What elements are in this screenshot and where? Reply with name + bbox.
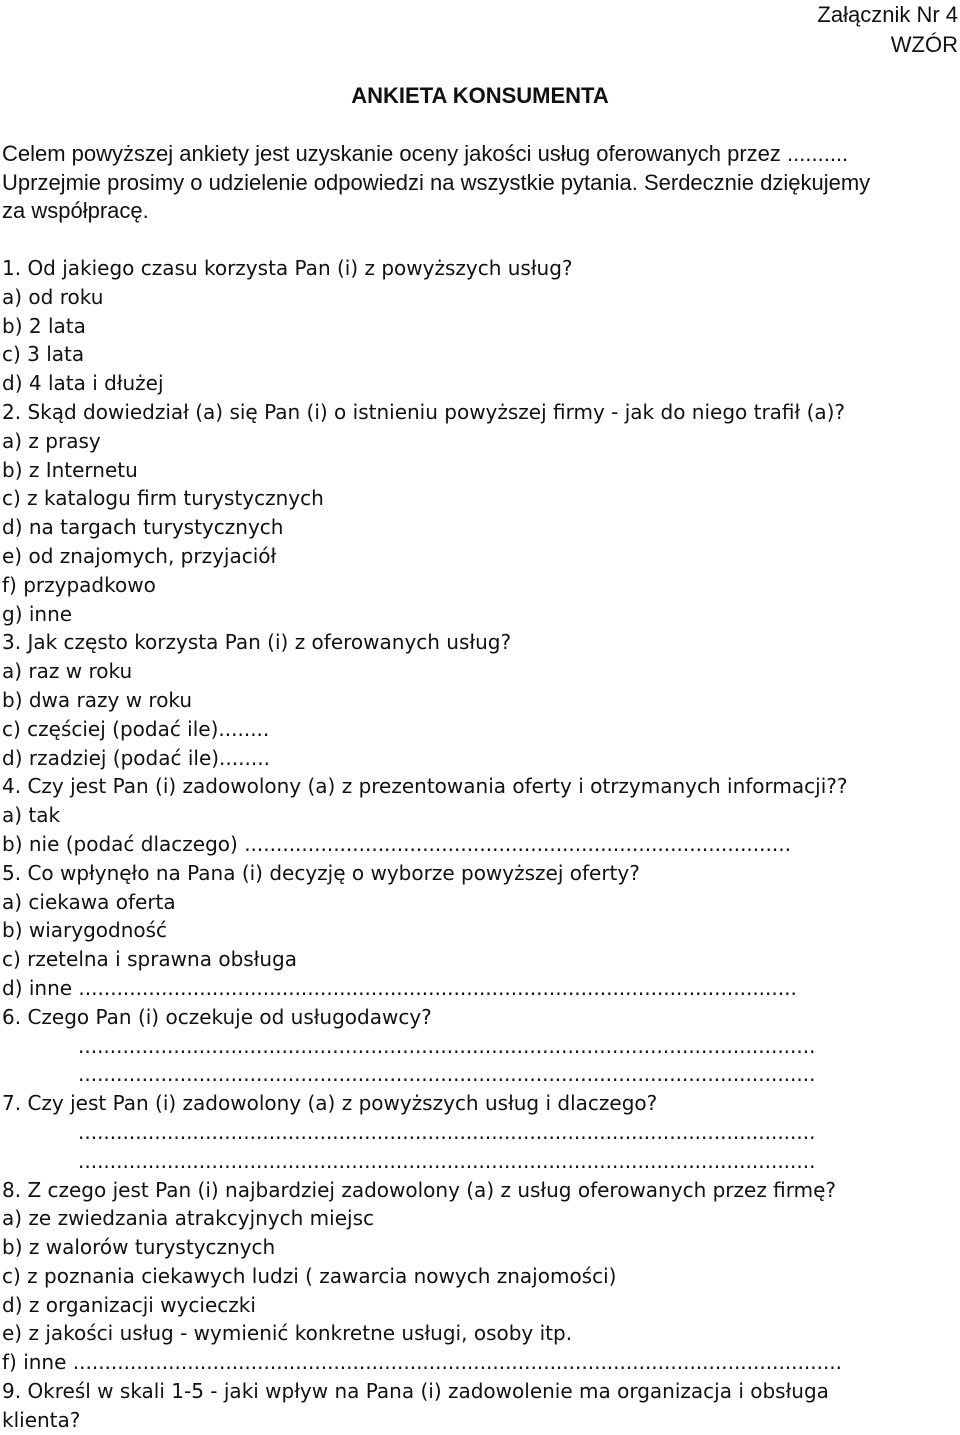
question-9: 9. Określ w skali 1-5 - jaki wpływ na Pana (i) zadowolenie ma organizacja i obsługa [2, 1379, 829, 1404]
question-7: 7. Czy jest Pan (i) zadowolony (a) z powyższych usług i dlaczego? [2, 1091, 658, 1116]
q6-answer-line: .................................................................................................................... [78, 1033, 816, 1058]
q1-option-b: b) 2 lata [2, 313, 86, 338]
question-9-continued: klienta? [2, 1407, 81, 1432]
q6-answer-line: .................................................................................................................... [78, 1062, 816, 1087]
q2-option-b: b) z Internetu [2, 457, 138, 482]
q8-option-a: a) ze zwiedzania atrakcyjnych miejsc [2, 1206, 374, 1231]
question-5: 5. Co wpłynęło na Pana (i) decyzję o wyborze powyższej oferty? [2, 860, 640, 885]
q8-option-c: c) z poznania ciekawych ludzi ( zawarcia nowych znajomości) [2, 1263, 617, 1288]
q2-option-f: f) przypadkowo [2, 572, 156, 597]
template-label: WZÓR [890, 32, 958, 57]
intro-line: Celem powyższej ankiety jest uzyskanie oceny jakości usług oferowanych przez .......... [2, 141, 849, 166]
q1-option-c: c) 3 lata [2, 342, 85, 367]
q2-option-g: g) inne [2, 601, 73, 626]
q5-option-c: c) rzetelna i sprawna obsługa [2, 947, 297, 972]
q3-option-d: d) rzadziej (podać ile)........ [2, 745, 270, 770]
question-4: 4. Czy jest Pan (i) zadowolony (a) z prezentowania oferty i otrzymanych informacji?? [2, 774, 848, 799]
intro-line: za współpracę. [2, 198, 149, 223]
q5-option-a: a) ciekawa oferta [2, 889, 176, 914]
questions-list [2, 254, 960, 1435]
q1-option-d: d) 4 lata i dłużej [2, 371, 164, 396]
intro-paragraph [2, 140, 957, 226]
q4-option-b: b) nie (podać dlaczego) ...................................................................................... [2, 831, 791, 856]
q5-option-b: b) wiarygodność [2, 918, 168, 943]
q7-answer-line: .................................................................................................................... [78, 1119, 816, 1144]
q8-option-b: b) z walorów turystycznych [2, 1235, 276, 1260]
q5-option-d: d) inne ................................................................................................................. [2, 975, 797, 1000]
q2-option-c: c) z katalogu firm turystycznych [2, 486, 324, 511]
question-2: 2. Skąd dowiedział (a) się Pan (i) o istnieniu powyższej firmy - jak do niego trafił (a)? [2, 399, 846, 424]
q7-answer-line: .................................................................................................................... [78, 1148, 816, 1173]
header-right [817, 0, 958, 60]
q4-option-a: a) tak [2, 803, 61, 828]
q3-option-b: b) dwa razy w roku [2, 687, 193, 712]
question-6: 6. Czego Pan (i) oczekuje od usługodawcy? [2, 1004, 432, 1029]
question-1: 1. Od jakiego czasu korzysta Pan (i) z powyższych usług? [2, 256, 573, 280]
intro-line: Uprzejmie prosimy o udzielenie odpowiedzi na wszystkie pytania. Serdecznie dziękujemy [2, 169, 871, 195]
attachment-label: Załącznik Nr 4 [817, 2, 958, 27]
q8-option-e: e) z jakości usług - wymienić konkretne usługi, osoby itp. [2, 1321, 573, 1346]
page-title: ANKIETA KONSUMENTA [351, 83, 609, 108]
q1-option-a: a) od roku [2, 284, 104, 309]
question-3: 3. Jak często korzysta Pan (i) z oferowanych usług? [2, 630, 512, 655]
q3-option-a: a) raz w roku [2, 659, 133, 684]
q2-option-d: d) na targach turystycznych [2, 515, 284, 540]
q8-option-f: f) inne ......................................................................................................................... [2, 1350, 843, 1375]
q2-option-e: e) od znajomych, przyjaciół [2, 543, 277, 568]
q2-option-a: a) z prasy [2, 428, 101, 453]
q8-option-d: d) z organizacji wycieczki [2, 1292, 256, 1317]
q3-option-c: c) częściej (podać ile)........ [2, 716, 270, 741]
question-8: 8. Z czego jest Pan (i) najbardziej zadowolony (a) z usług oferowanych przez firmę? [2, 1177, 837, 1202]
